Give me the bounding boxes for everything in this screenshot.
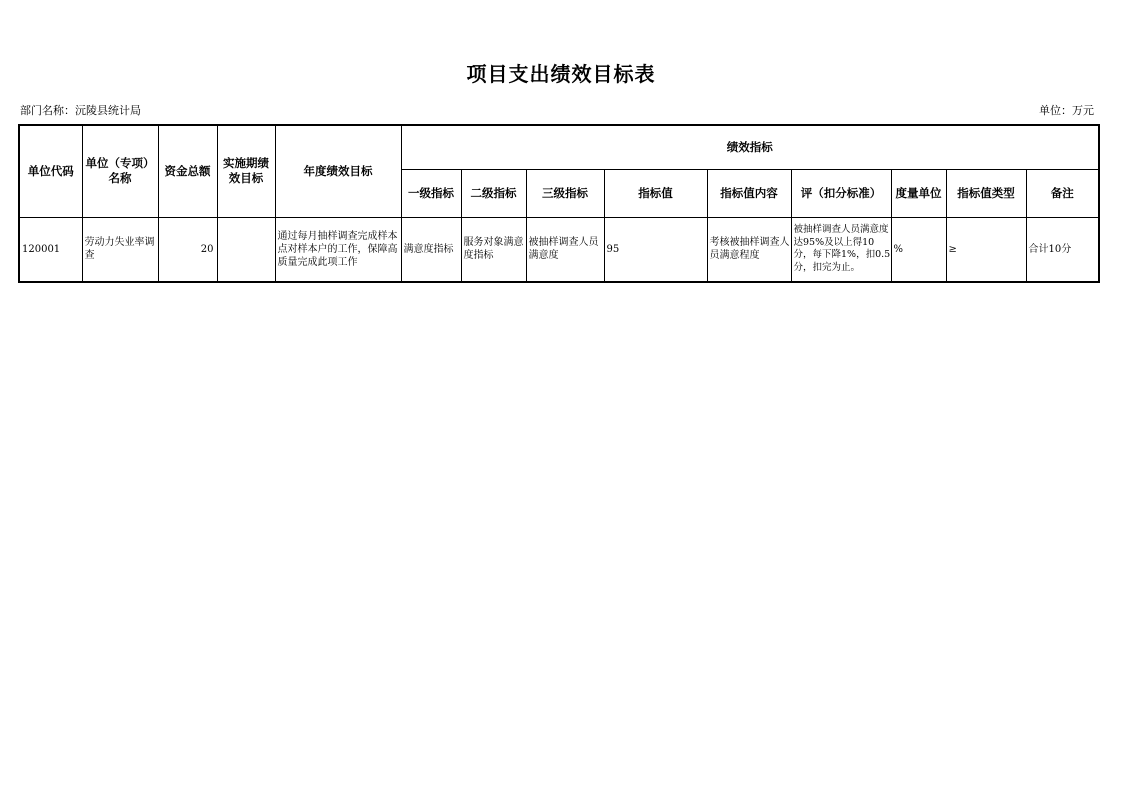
header-performance-indicators: 绩效指标 xyxy=(401,125,1099,169)
cell-unit-code: 120001 xyxy=(19,217,82,282)
department-name: 部门名称：沅陵县统计局 xyxy=(20,104,141,117)
cell-level3: 被抽样调查人员满意度 xyxy=(526,217,604,282)
header-period-target: 实施期绩效目标 xyxy=(217,125,275,217)
table-row xyxy=(19,217,1099,282)
header-remarks: 备注 xyxy=(1026,169,1099,217)
header-measure-unit: 度量单位 xyxy=(891,169,946,217)
cell-remarks: 合计10分 xyxy=(1026,217,1099,282)
header-annual-target: 年度绩效目标 xyxy=(275,125,401,217)
cell-value-type: ≥ xyxy=(946,217,1026,282)
header-total-funds: 资金总额 xyxy=(158,125,217,217)
cell-indicator-content: 考核被抽样调查人员满意程度 xyxy=(707,217,791,282)
cell-level1: 满意度指标 xyxy=(401,217,461,282)
cell-total-funds: 20 xyxy=(158,217,217,282)
cell-level2: 服务对象满意度指标 xyxy=(461,217,526,282)
header-row-1 xyxy=(19,125,1099,169)
header-level2: 二级指标 xyxy=(461,169,526,217)
performance-target-table xyxy=(18,124,1100,283)
header-unit-name: 单位（专项）名称 xyxy=(82,125,158,217)
cell-measure-unit: % xyxy=(891,217,946,282)
header-indicator-value: 指标值 xyxy=(604,169,707,217)
page-title: 项目支出绩效目标表 xyxy=(466,62,656,86)
cell-annual-target: 通过每月抽样调查完成样本点对样本户的工作，保障高质量完成此项工作 xyxy=(275,217,401,282)
header-level3: 三级指标 xyxy=(526,169,604,217)
cell-scoring: 被抽样调查人员满意度达95%及以上得10分，每下降1%，扣0.5分，扣完为止。 xyxy=(791,217,891,282)
cell-unit-name: 劳动力失业率调查 xyxy=(82,217,158,282)
header-value-type: 指标值类型 xyxy=(946,169,1026,217)
header-scoring: 评（扣分标准） xyxy=(791,169,891,217)
currency-unit: 单位：万元 xyxy=(1039,104,1094,117)
header-level1: 一级指标 xyxy=(401,169,461,217)
header-unit-code: 单位代码 xyxy=(19,125,82,217)
cell-indicator-value: 95 xyxy=(604,217,707,282)
header-indicator-content: 指标值内容 xyxy=(707,169,791,217)
cell-period-target xyxy=(217,217,275,282)
